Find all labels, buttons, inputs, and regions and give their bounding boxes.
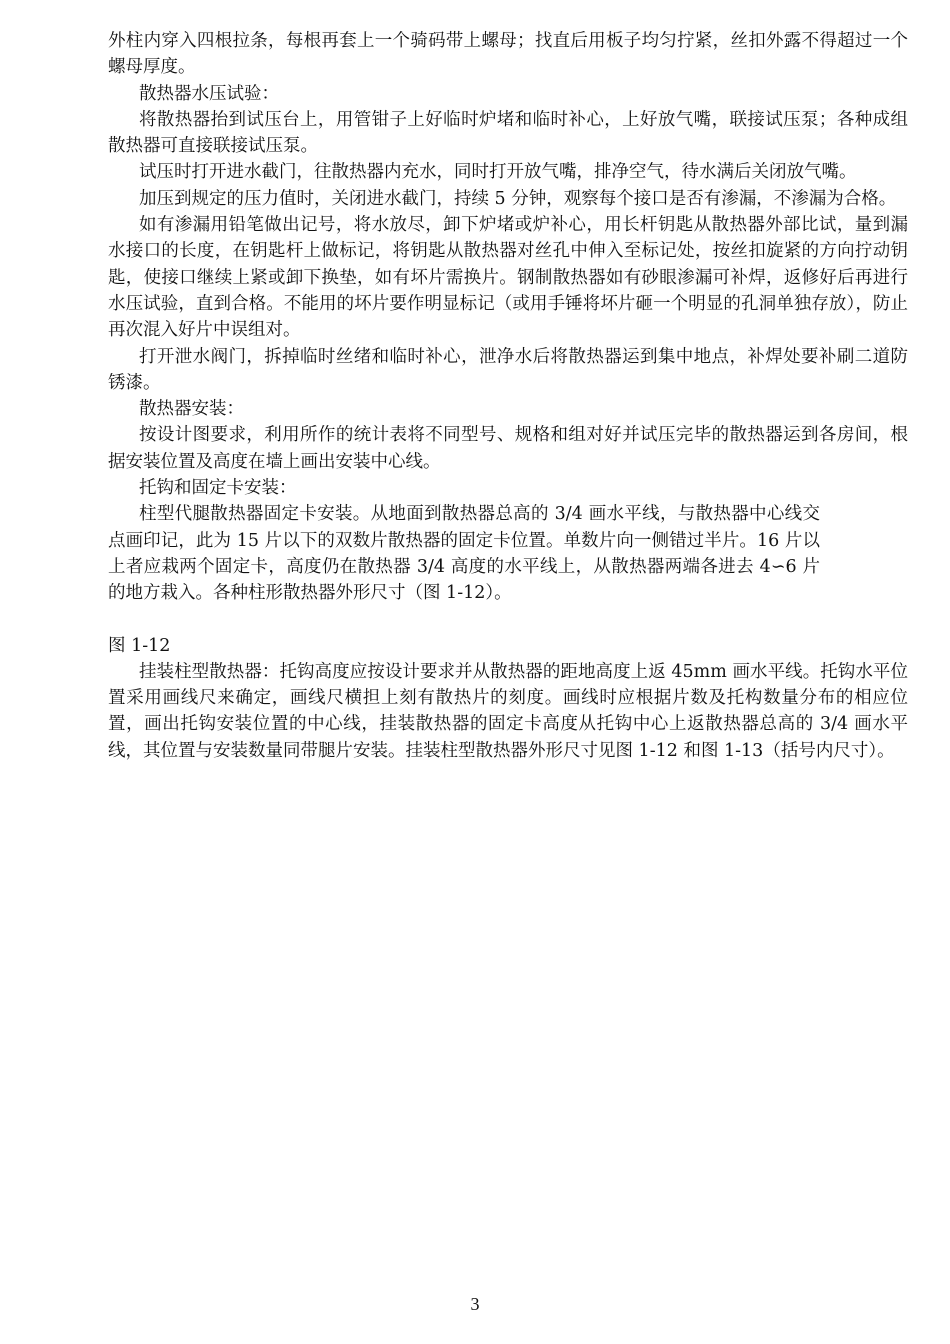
paragraph-leak-repair: 如有渗漏用铅笔做出记号，将水放尽，卸下炉堵或炉补心，用长杆钥匙从散热器外部比试，量到漏水接口的长度，在钥匙杆上做标记，将钥匙从散热器对丝孔中伸入至标记处，按丝扣旋紧的方向拧动钥匙，使接口继续上紧或卸下换垫，如有坏片需换片。钢制散热器如有砂眼渗漏可补焊，返修好后再进行水压试验，直到合格。不能用的坏片要作明显标记（或用手锤将坏片砸一个明显的孔洞单独存放），防止再次混入好片中误组对。 — [108, 215, 908, 341]
paragraph-fill-water: 试压时打开进水截门，往散热器内充水，同时打开放气嘴，排净空气，待水满后关闭放气嘴。 — [139, 162, 857, 183]
paragraph-drain: 打开泄水阀门，拆掉临时丝绪和临时补心，泄净水后将散热器运到集中地点，补焊处要补刷二道防锈漆。 — [108, 346, 908, 393]
paragraph-wall-hung-radiator: 挂装柱型散热器：托钩高度应按设计要求并从散热器的距地高度上返 45mm 画水平线。托钩水平位置采用画线尺来确定，画线尺横担上刻有散热片的刻度。画线时应根据片数及托构数量分布的相应位置，画出托钩安装位置的中心线，挂装散热器的固定卡高度从托钩中心上返散热器总高的 3/4 画水平线，其位置与安装数量同带腿片安装。挂装柱型散热器外形尺寸见图 1-12 和图 1-13（括号内尺寸）。 — [108, 661, 908, 761]
paragraph-mount-test-bench: 将散热器抬到试压台上，用管钳子上好临时炉堵和临时补心，上好放气嘴，联接试压泵；各种成组散热器可直接联接试压泵。 — [108, 109, 908, 157]
heading-radiator-installation: 散热器安装： — [139, 399, 244, 420]
paragraph-legged-radiator-clamps: 柱型代腿散热器固定卡安装。从地面到散热器总高的 3/4 画水平线，与散热器中心线交点画印记，此为 15 片以下的双数片散热器的固定卡位置。单数片向一侧错过半片。16 片以上者应栽两个固定卡，高度仍在散热器 3/4 高度的水平线上，从散热器两端各进去 4∽6 片的地方栽入。各种柱形散热器外形尺寸（图 1-12）。 — [108, 504, 820, 604]
figure-caption: 图 1-12 — [108, 635, 171, 656]
page-number: 3 — [470, 1294, 480, 1314]
paragraph-tie-rods: 外柱内穿入四根拉条，每根再套上一个骑码带上螺母；找直后用板子均匀拧紧，丝扣外露不得超过一个螺母厚度。 — [108, 31, 908, 78]
heading-pressure-test: 散热器水压试验： — [139, 83, 279, 104]
paragraph-transport-radiators: 按设计图要求，利用所作的统计表将不同型号、规格和组对好并试压完毕的散热器运到各房间，根据安装位置及高度在墙上画出安装中心线。 — [108, 425, 908, 472]
paragraph-pressurize: 加压到规定的压力值时，关闭进水截门，持续 5 分钟，观察每个接口是否有渗漏，不渗漏为合格。 — [139, 188, 897, 209]
document-body — [108, 28, 908, 764]
heading-hooks-and-clamps: 托钩和固定卡安装： — [139, 478, 297, 499]
